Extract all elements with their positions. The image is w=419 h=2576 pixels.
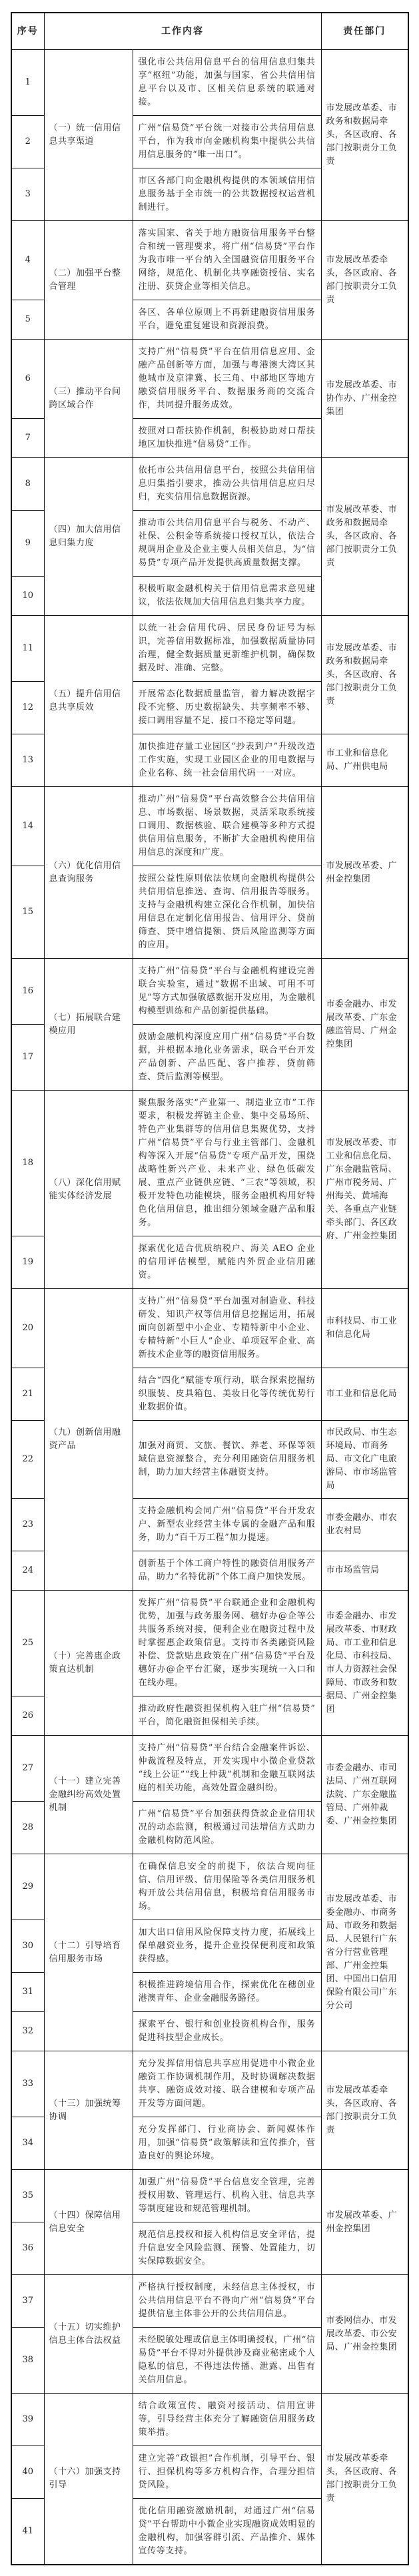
header-row (11, 13, 408, 50)
responsibility-cell: 市工业和信息化局、广州供电局 (321, 734, 408, 787)
work-content-cell: 鼓励金融机构深度应用广州“信易贷”平台数据，并根据本地化业务需求，联合平台开发产品创新、产品匹配、客户推荐、贷前筛查、贷后监测等模型。 (133, 1025, 321, 1091)
work-content-cell: 推动市公共信用信息平台与税务、不动产、社保、公积金等系统接口授权互认，依法合规调用企业及企业主要人员相关信息，为“信易贷”专项产品开发提供高质量数据支撑。 (133, 511, 321, 577)
work-content-cell: 充分发挥部门、行业商协会、新闻媒体作用，加强“信易贷”政策解读和宣传推介，营造良好的舆论环境。 (133, 2117, 321, 2170)
category-cell: （十二）引导培育信用服务市场 (44, 1854, 133, 2051)
category-cell: （三）推动平台间跨区域合作 (44, 340, 133, 458)
task-table-body (11, 50, 408, 2565)
responsibility-cell: 市委金融办、市司法局、广州互联网法院、广东金融监管局、广州仲裁委、广州金控集团 (321, 1736, 408, 1854)
work-content-cell: 按照公益性原则依法依规向金融机构提供公共信用信息推送、查询、信用报告等服务。支持与金融机构建立深化合作机制，加快信用信息在定制化信用报告、信用评分、贷前筛查、贷中增信提额、贷后风险监测等方面的应用。 (133, 866, 321, 959)
work-content-cell: 按照对口帮扶协作机制，积极协助对口帮扶地区加快推进“信易贷”工作。 (133, 419, 321, 458)
work-content-cell: 支持广州“信易贷”平台加强对制造业、科技研发、知识产权等信用信息挖掘运用，拓展面向创新型中小企业、专精特新中小企业、专精特新“小巨人”企业、单项冠军企业、高新技术企业等的融资信用服务。 (133, 1289, 321, 1368)
row-number: 13 (11, 734, 44, 787)
responsibility-cell: 市发展改革委、市协作办、广州金控集团 (321, 340, 408, 458)
work-content-cell: 各区、各单位原则上不再新建融资信用服务平台，避免重复建设和资源浪费。 (133, 300, 321, 340)
work-content-cell: 严格执行授权制度，未经信息主体授权，市公共信用信息平台不得向广州“信易贷”平台提供信息主体非公开的公共信用信息。 (133, 2275, 321, 2328)
work-content-cell: 支持金融机构会同广州“信易贷”平台开发农户、新型农业经营主体专属的金融产品和服务，助力“百千万工程”加力提速。 (133, 1499, 321, 1551)
work-content-cell: 结合“四化”赋能专项行动，联合探索挖掘纺织服装、皮具箱包、美妆日化等传统优势行业数据价值。 (133, 1368, 321, 1421)
row-number: 22 (11, 1421, 44, 1499)
row-number: 14 (11, 787, 44, 866)
category-cell: （九）创新信用融资产品 (44, 1289, 133, 1591)
work-content-cell: 依托市公共信用信息平台，按照公共信用信息归集指引要求，推动公共信用信息应归尽归，充实信用信息数据资源。 (133, 458, 321, 511)
table-row (11, 1591, 408, 1696)
responsibility-cell: 市发展改革委、市政务和数据局牵头，各区政府、各部门按职责分工负责 (321, 616, 408, 734)
row-number: 11 (11, 616, 44, 682)
category-cell: （二）加强平台整合管理 (44, 221, 133, 340)
row-number: 7 (11, 419, 44, 458)
row-number: 20 (11, 1289, 44, 1368)
table-row (11, 616, 408, 682)
work-content-cell: 强化市公共信用信息平台的信用信息归集共享“枢纽”功能，加强与国家、省公共信用信息平台以及市、区相关信息系统的联通对接。 (133, 50, 321, 116)
category-cell: （十四）保障信用信息安全 (44, 2170, 133, 2275)
category-cell: （一）统一信用信息共享渠道 (44, 50, 133, 221)
work-content-cell: 聚焦服务落实“产业第一、制造业立市”工作要求，积极发挥链主企业、集中交易场所、特色产业集群等的信用信息集聚优势，支持广州“信易贷”平台与行业主管部门、金融机构等深入开展“信易贷”专项产品开发，围绕战略性新兴产业、未来产业、绿色低碳发展、重点产业链供应链、“三农”等领域，积极开发特色功能模块，服务金融机构用好特色化信用信息，推出细分领域金融产品和服务。 (133, 1091, 321, 1236)
responsibility-cell: 市发展改革委、广州金控集团 (321, 2170, 408, 2275)
table-row (11, 458, 408, 511)
row-number: 36 (11, 2222, 44, 2275)
work-content-cell: 广州“信易贷”平台统一对接市公共信用信息平台，作为我市向金融机构集中提供公共信用信息服务的“唯一出口”。 (133, 116, 321, 168)
work-content-cell: 规范信息授权和接入机构信息安全评估，提升信息安全风险监测、预警、处置能力，切实保障数据安全。 (133, 2222, 321, 2275)
work-content-cell: 建立完善“政银担”合作机制，引导平台、银行、担保机构等多方机构合作，合理分担信贷风险。 (133, 2446, 321, 2499)
row-number: 26 (11, 1696, 44, 1736)
work-content-cell: 广州“信易贷”平台加强获得贷款企业信用状况的动态监测，积极通过司法增信方式助力金融机构防范风险。 (133, 1802, 321, 1854)
responsibility-cell: 市发展改革委、市政务和数据局牵头，各区政府、各部门按职责分工负责 (321, 458, 408, 616)
work-content-cell: 创新基于个体工商户特性的融资信用服务产品，助力“名特优新”个体工商户加快发展。 (133, 1551, 321, 1591)
responsibility-cell: 市委网信办、市发展改革委、市公安局、广州金控集团 (321, 2275, 408, 2394)
responsibility-cell: 市发展改革委牵头，各区政府、各部门按职责分工负责 (321, 221, 408, 340)
category-cell: （六）优化信用信息查询服务 (44, 787, 133, 959)
row-number: 41 (11, 2499, 44, 2565)
work-content-cell: 开展常态化数据质量监管，着力解决数据字段不完整、历史数据缺失、共享频率不够、接口调用容量不足、接口不稳定等问题。 (133, 682, 321, 734)
work-content-cell: 以统一社会信用代码、居民身份证号为标识，完善信用数据标准，加强数据质量协同治理，健全数据质量更新维护机制，确保数据及时、准确、完整。 (133, 616, 321, 682)
work-content-cell: 积极推进跨境信用合作，探索优化在穗创业港澳青年、企业金融服务路径。 (133, 1973, 321, 2012)
table-row (11, 1289, 408, 1368)
category-cell: （十五）切实维护信息主体合法权益 (44, 2275, 133, 2394)
work-content-cell: 在确保信息安全的前提下，依法合规向征信、信用评级、信用保险等各类信用服务机构开放公共信用信息，积极培育信用服务市场。 (133, 1854, 321, 1920)
row-number: 1 (11, 50, 44, 116)
row-number: 2 (11, 116, 44, 168)
row-number: 18 (11, 1091, 44, 1236)
responsibility-cell: 市发展改革委牵头，各区政府、各部门按职责分工负责 (321, 2394, 408, 2565)
work-content-cell: 优化信用融资激励机制，对通过广州“信易贷”平台帮助中小微企业实现融资成效明显的金融机构，加强客群引流、产品推介、媒体宣传等支持。 (133, 2499, 321, 2565)
table-row (11, 2051, 408, 2117)
table-row (11, 1854, 408, 1920)
work-content-cell: 加强对商贸、文旅、餐饮、养老、环保等领域信息资源整合，充分利用融资信用服务机制，助力加大经营主体融资支持。 (133, 1421, 321, 1499)
header-seq-no: 序号 (11, 13, 44, 50)
row-number: 17 (11, 1025, 44, 1091)
responsibility-cell: 市民政局、市生态环境局、市商务局、市文化广电旅游局、市市场监管局 (321, 1421, 408, 1499)
table-row (11, 2275, 408, 2328)
responsibility-cell: 市委金融办、市农业农村局 (321, 1499, 408, 1551)
responsibility-cell: 市科技局、市工业和信息化局 (321, 1289, 408, 1368)
responsibility-cell: 市发展改革委、市工业和信息化局、广东金融监管局、广州市税务局、广州海关、黄埔海关、各重点产业链牵头部门、各区政府、广州金控集团 (321, 1091, 408, 1289)
work-content-cell: 落实国家、省关于地方融资信用服务平台整合和统一管理要求，将广州“信易贷”平台作为我市唯一平台纳入全国融资信用服务平台网络，规范化、机制化共享融资授信、实名注册、获贷企业等相关信息。 (133, 221, 321, 300)
work-content-cell: 支持广州“信易贷”平台与金融机构建设完善联合实验室，通过“数据不出域、可用不可见”等方式加强敏感数据开发应用，为金融机构模型训练和产品创新提供基础。 (133, 959, 321, 1025)
work-content-cell: 结合政策宣传、融资对接活动、信用宣讲等，引导经营主体充分了解融资信用服务政策举措。 (133, 2394, 321, 2446)
row-number: 9 (11, 511, 44, 577)
table-row (11, 2170, 408, 2222)
row-number: 37 (11, 2275, 44, 2328)
row-number: 3 (11, 168, 44, 221)
work-content-cell: 支持广州“信易贷”平台在信用信息应用、金融产品创新等方面，加强与粤港澳大湾区其他城市及京津冀、长三角、中部地区等地方融资信用服务平台、数据服务商的交流合作，共同提升服务成效。 (133, 340, 321, 419)
category-cell: （四）加大信用信息归集力度 (44, 458, 133, 616)
header-responsible-dept: 责任部门 (321, 13, 408, 50)
work-content-cell: 推动政府性融资担保机构入驻广州“信易贷”平台，简化融资担保相关手续。 (133, 1696, 321, 1736)
work-content-cell: 探索平台、银行和创业投资机构合作，服务促进科技型企业成长。 (133, 2012, 321, 2051)
row-number: 5 (11, 300, 44, 340)
row-number: 32 (11, 2012, 44, 2051)
work-content-cell: 支持广州“信易贷”平台结合金融案件诉讼、仲裁流程及特点，开发实现中小微企业贷款“线上公证”“线上仲裁”机制和金融互联网法庭的相关功能，高效处置金融纠纷。 (133, 1736, 321, 1802)
responsibility-cell: 市市场监管局 (321, 1551, 408, 1591)
responsibility-cell: 市工业和信息化局 (321, 1368, 408, 1421)
work-content-cell: 加强广州“信易贷”平台信息安全管理，完善授权用数、管理运行、机构入驻、信息共享等制度建设和规范管理机制。 (133, 2170, 321, 2222)
row-number: 27 (11, 1736, 44, 1802)
work-content-cell: 未经脱敏处理或信息主体明确授权，广州“信易贷”平台不得对外提供涉及商业秘密或个人隐私的信息，不得违法传播、泄露、出售有关信用信息。 (133, 2328, 321, 2394)
work-content-cell: 充分发挥信用信息共享应用促进中小微企业融资工作协调机制作用，及时协调解决数据共享、融资成效对接、联合建模和专项产品开发等方面问题。 (133, 2051, 321, 2117)
table-row (11, 50, 408, 116)
table-row (11, 340, 408, 419)
row-number: 29 (11, 1854, 44, 1920)
work-content-cell: 加大出口信用风险保障支持力度，拓展线上保单融资业务，提升企业投保便利度和政策获得感。 (133, 1920, 321, 1973)
table-row (11, 787, 408, 866)
work-content-cell: 市区各部门向金融机构提供的本领域信用信息服务基于全市统一的公共数据授权运营机制进行。 (133, 168, 321, 221)
work-content-cell: 加快推进存量工业园区“抄表到户”升级改造工作实施，实现工业园区企业的用电数据与企业名称、统一社会信用代码一一对应。 (133, 734, 321, 787)
category-cell: （十六）加强支持引导 (44, 2394, 133, 2565)
table-row (11, 221, 408, 300)
row-number: 25 (11, 1591, 44, 1696)
row-number: 6 (11, 340, 44, 419)
row-number: 19 (11, 1236, 44, 1289)
row-number: 8 (11, 458, 44, 511)
row-number: 15 (11, 866, 44, 959)
row-number: 34 (11, 2117, 44, 2170)
row-number: 10 (11, 577, 44, 616)
row-number: 39 (11, 2394, 44, 2446)
header-work-content: 工作内容 (44, 13, 321, 50)
row-number: 38 (11, 2328, 44, 2394)
row-number: 40 (11, 2446, 44, 2499)
work-content-cell: 推动广州“信易贷”平台高效整合公共信用信息、市场数据、场景数据，灵活采取系统接口调用、数据核验、联合建模等多种方式提供信用信息服务，不断扩大金融机构使用信用信息的深度和广度。 (133, 787, 321, 866)
row-number: 12 (11, 682, 44, 734)
work-content-cell: 探索优化适合优质纳税户、海关 AEO 企业的信用评估模型，赋能内外贸企业信用融资。 (133, 1236, 321, 1289)
table-row (11, 959, 408, 1025)
row-number: 24 (11, 1551, 44, 1591)
task-table-header (11, 13, 408, 50)
row-number: 16 (11, 959, 44, 1025)
responsibility-cell: 市委金融办、市发展改革委、广东金融监管局、广州金控集团 (321, 959, 408, 1091)
category-cell: （八）深化信用赋能实体经济发展 (44, 1091, 133, 1289)
table-row (11, 2394, 408, 2446)
work-content-cell: 积极听取金融机构关于信用信息需求意见建议，依法依规加大信用信息归集共享力度。 (133, 577, 321, 616)
row-number: 30 (11, 1920, 44, 1973)
row-number: 4 (11, 221, 44, 300)
responsibility-cell: 市发展改革委、市委金融办、市商务局、市政务和数据局、人民银行广东省分行营业管理部、广州金控集团、中国出口信用保险有限公司广东分公司 (321, 1854, 408, 2051)
task-table (11, 12, 409, 2565)
row-number: 21 (11, 1368, 44, 1421)
category-cell: （十一）建立完善金融纠纷高效处置机制 (44, 1736, 133, 1854)
category-cell: （十）完善惠企政策直达机制 (44, 1591, 133, 1736)
table-row (11, 1091, 408, 1236)
category-cell: （七）拓展联合建模应用 (44, 959, 133, 1091)
responsibility-cell: 市发展改革委牵头，各区政府、各部门按职责分工负责 (321, 2051, 408, 2170)
row-number: 28 (11, 1802, 44, 1854)
row-number: 23 (11, 1499, 44, 1551)
responsibility-cell: 市发展改革委、广州金控集团 (321, 787, 408, 959)
row-number: 35 (11, 2170, 44, 2222)
work-content-cell: 发挥广州“信易贷”平台联通企业和金融机构优势，加强与政务服务网、穗好办@企等公共服务系统对接，便利企业在融资过程中及时掌握惠企政策信息。支持市各类融资风险补偿、贷款贴息政策在广州“信易贷”平台及穗好办@企平台汇聚，逐步实现统一入口和在线办理。 (133, 1591, 321, 1696)
table-row (11, 1736, 408, 1802)
row-number: 31 (11, 1973, 44, 2012)
responsibility-cell: 市发展改革委、市政务和数据局牵头，各区政府、各部门按职责分工负责 (321, 50, 408, 221)
category-cell: （十三）加强统筹协调 (44, 2051, 133, 2170)
responsibility-cell: 市委金融办、市发展改革委、市财政局、市工业和信息化局、市科技局、市人力资源社会保障局、市政务和数据局、广州金控集团 (321, 1591, 408, 1736)
row-number: 33 (11, 2051, 44, 2117)
category-cell: （五）提升信用信息共享质效 (44, 616, 133, 787)
